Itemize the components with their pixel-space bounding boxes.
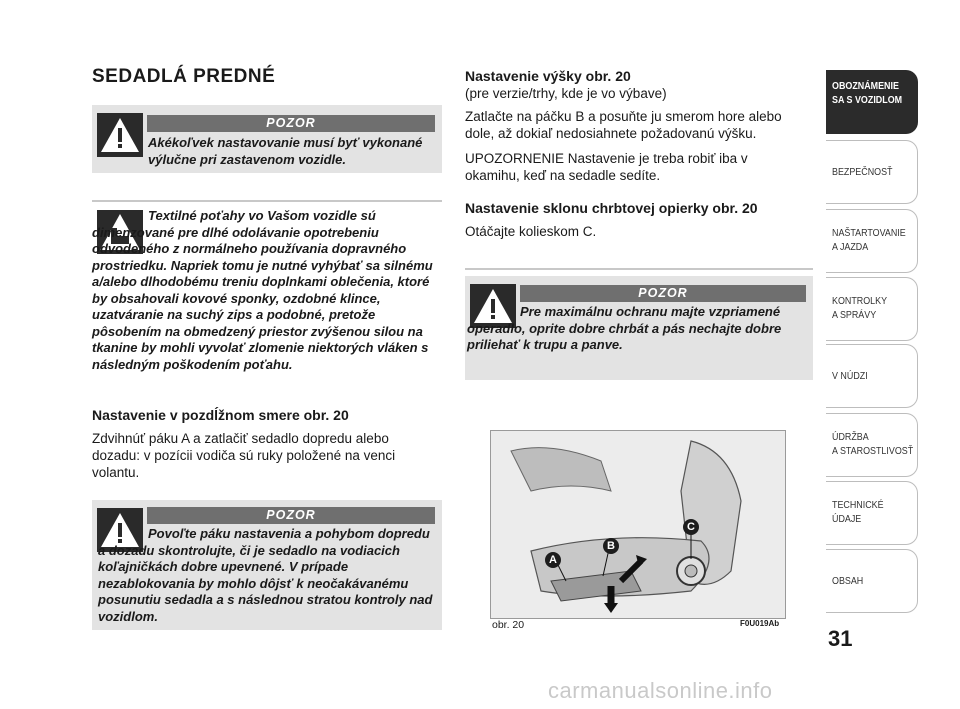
tab-technicke[interactable] bbox=[826, 481, 918, 545]
label-a: A bbox=[549, 554, 557, 566]
label-a-badge bbox=[545, 552, 561, 568]
section-text: Zatlačte na páčku B a posuňte ju smerom hore alebo dole, až dokiaľ nedosiahnete požadovanú výšku. bbox=[465, 109, 782, 141]
figure-caption: obr. 20 bbox=[492, 619, 525, 631]
tab-label: ÚDRŽBA bbox=[832, 431, 869, 443]
tab-udrzba[interactable] bbox=[826, 413, 918, 477]
tab-label: V NÚDZI bbox=[832, 370, 868, 382]
label-c: C bbox=[687, 521, 695, 533]
divider bbox=[465, 268, 813, 270]
section-subtext: (pre verzie/trhy, kde je vo výbave) bbox=[465, 86, 667, 101]
section-heading: Nastavenie výšky obr. 20 bbox=[465, 68, 631, 84]
tab-label: TECHNICKÉ bbox=[832, 499, 884, 511]
section-heading: Nastavenie v pozdĺžnom smere obr. 20 bbox=[92, 407, 349, 423]
label-c-badge bbox=[683, 519, 699, 535]
page-number: 31 bbox=[828, 626, 853, 651]
tab-label: OBOZNÁMENIE bbox=[832, 80, 899, 92]
tab-oboznamenie[interactable] bbox=[826, 70, 918, 134]
page-title: SEDADLÁ PREDNÉ bbox=[92, 66, 276, 87]
tab-label: A STAROSTLIVOSŤ bbox=[832, 445, 914, 457]
warning-triangle-icon bbox=[97, 113, 143, 157]
section-text: Zdvihnúť páku A a zatlačiť sedadlo dopredu alebo dozadu: v pozícii vodiča sú ruky položené na venci volantu. bbox=[92, 431, 396, 480]
tab-obsah[interactable] bbox=[826, 549, 918, 613]
notice-text: UPOZORNENIE Nastavenie je treba robiť iba v okamihu, keď na sedadle sedíte. bbox=[465, 151, 748, 183]
tab-label: OBSAH bbox=[832, 575, 864, 587]
figure-code: F0U019Ab bbox=[740, 619, 780, 628]
warning-box bbox=[465, 276, 813, 380]
tab-label: A SPRÁVY bbox=[832, 309, 877, 321]
warning-header: POZOR bbox=[520, 285, 806, 302]
tab-label: NAŠTARTOVANIE bbox=[832, 227, 906, 239]
tab-bezpecnost[interactable] bbox=[826, 140, 918, 204]
seat-illustration bbox=[491, 431, 785, 618]
note-block bbox=[92, 206, 442, 392]
tab-label: BEZPEČNOSŤ bbox=[832, 166, 893, 178]
warning-box bbox=[92, 500, 442, 630]
label-b: B bbox=[607, 540, 615, 552]
tab-label: A JAZDA bbox=[832, 241, 869, 253]
warning-text: Povoľte páku nastavenia a pohybom dopredu a dozadu skontrolujte, či je sedadlo na vodiacich koľajničkách dobre upevnené. V prípade nezablokovania by mohlo dôjsť k neočakávanému posunutiu sedadla a s následnou stratou kontroly nad vozidlom. bbox=[98, 526, 433, 624]
tab-kontrolky[interactable] bbox=[826, 277, 918, 341]
tab-v-nudzi[interactable] bbox=[826, 344, 918, 408]
warning-text: Akékoľvek nastavovanie musí byť vykonané výlučne pri zastavenom vozidle. bbox=[148, 135, 423, 167]
tab-label: KONTROLKY bbox=[832, 295, 888, 307]
section-text: Otáčajte kolieskom C. bbox=[465, 224, 597, 239]
warning-box bbox=[92, 105, 442, 173]
watermark: carmanualsonline.info bbox=[548, 678, 773, 703]
warning-header: POZOR bbox=[147, 115, 435, 132]
divider bbox=[92, 200, 442, 202]
note-text: Textilné poťahy vo Vašom vozidle sú dimenzované pre dlhé odolávanie opotrebeniu odvodeného z normálneho používania dopravného prostriedku. Napriek tomu je nutné vyhýbať sa silnému a/alebo dlhodobému treniu doplnkami oblečenia, ktoré by obsahovali kovové sponky, ozdobné klince, uzatváranie na suchý zips a podobné, pretože pôsobením na obmedzený priestor zvýšenou silou na tkanine by mohli vyvolať zlomenie niektorých vláken s následným poškodením poťahu. bbox=[92, 208, 433, 372]
warning-text: Pre maximálnu ochranu majte vzpriamené operadlo, oprite dobre chrbát a pás nechajte dobre priliehať k trupu a panve. bbox=[467, 304, 782, 352]
warning-header: POZOR bbox=[147, 507, 435, 524]
tab-label: ÚDAJE bbox=[832, 513, 862, 525]
tab-nastartovanie[interactable] bbox=[826, 209, 918, 273]
seat-figure bbox=[490, 430, 786, 619]
section-heading: Nastavenie sklonu chrbtovej opierky obr. 20 bbox=[465, 200, 758, 216]
tab-label: SA S VOZIDLOM bbox=[832, 94, 903, 106]
label-b-badge bbox=[603, 538, 619, 554]
